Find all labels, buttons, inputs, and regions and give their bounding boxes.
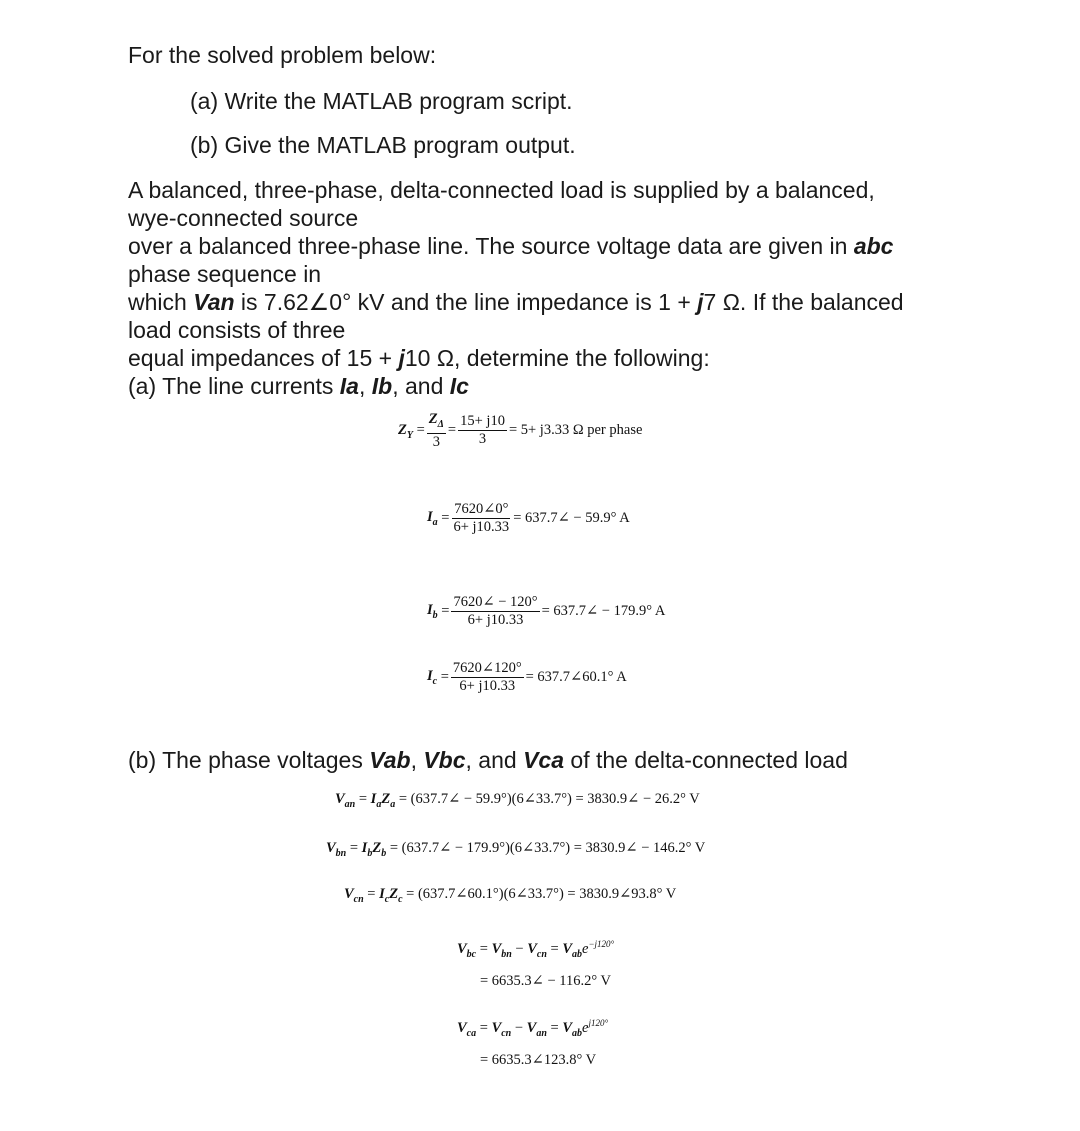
ib-lhs: $I_b$ [427,602,438,621]
problem-line-4: phase sequence in [128,261,322,287]
problem-line-7-end: 10 Ω, determine the following: [404,345,710,371]
ic-lhs: $I_c$ [427,668,438,687]
ia-lhs: $I_a$ [427,509,438,528]
ib-emphasis: Ib [371,373,393,399]
problem-line-1: A balanced, three-phase, delta-connected load is supplied by a balanced, [128,177,875,203]
ic-fraction: $\frac{7620\angle 120^\circ}{6+ j10.33}$ [452,660,522,694]
part-a-heading [128,372,469,400]
zy-fraction-2: $\frac{15+ j10}{3}$ [460,413,505,448]
zy-equation: $Z_Y$ = $\frac{Z_\Delta}{3}$ = $\frac{15+ j10}{3}$ = 5+ j3.33 Ω per phase [398,411,643,450]
problem-line-3-text: over a balanced three-phase line. The source voltage data are given in [128,233,854,259]
vbc-exponent: −j120° [588,939,615,949]
problem-line-2: wye-connected source [128,205,359,231]
part-b-heading [128,746,848,774]
ia-emphasis: Ia [339,373,359,399]
abc-emphasis: abc [853,233,894,259]
part-b-sep2: , and [465,747,524,773]
intro-text: For the solved problem below: [128,42,437,68]
problem-line-5 [128,288,904,316]
problem-line-7-text: equal impedances of 15 + [128,345,399,371]
ib-equation: $I_b$ = $\frac{7620\angle - 120^\circ}{6+ j10.33}$ = 637.7∠ − 179.9° A [427,594,666,628]
ib-result: = 637.7∠ − 179.9° A [541,603,666,619]
zy-fraction-1: $\frac{Z_\Delta}{3}$ [428,411,444,450]
vab-emphasis: Vab [369,747,411,773]
vbc-equation: $V_{bc} = V_{bn} - V_{cn} = V_{ab}e^{-j120^\circ}$ [457,939,615,960]
ic-emphasis: Ic [449,373,469,399]
ic-result: = 637.7∠60.1° A [525,669,627,685]
ia-fraction: $\frac{7620\angle 0^\circ}{6+ j10.33}$ [453,501,510,535]
problem-line-7 [128,344,710,372]
part-b-end: of the delta-connected load [564,747,848,773]
van-equation: $V_{an} = I_aZ_a$ = (637.7∠ − 59.9°)(6∠33.7°) = 3830.9∠ − 26.2° V [335,791,700,810]
problem-line-5-end: 7 Ω. If the balanced [703,289,904,315]
part-a-text: (a) The line currents [128,373,340,399]
van-emphasis: Van [193,289,235,315]
j-emphasis-2: j [398,345,405,371]
vca-emphasis: Vca [523,747,565,773]
problem-line-5-mid: is 7.62∠0° kV and the line impedance is 1 + [234,289,698,315]
vca-result: = 6635.3∠123.8° V [480,1052,597,1068]
vbn-result: = (637.7∠ − 179.9°)(6∠33.7°) = 3830.9∠ − 146.2° V [389,840,706,856]
j-emphasis: j [697,289,704,315]
problem-line-6: load consists of three [128,317,346,343]
part-b-sep1: , [410,747,424,773]
ia-result: = 637.7∠ − 59.9° A [513,510,630,526]
van-result: = (637.7∠ − 59.9°)(6∠33.7°) = 3830.9∠ − 26.2° V [398,791,700,807]
zy-result: = 5+ j3.33 Ω per phase [508,422,643,439]
part-b-text: (b) The phase voltages [128,747,370,773]
vcn-result: = (637.7∠60.1°)(6∠33.7°) = 3830.9∠93.8° V [406,886,677,902]
problem-line-3 [128,232,893,260]
vbn-equation: $V_{bn} = I_bZ_b$ = (637.7∠ − 179.9°)(6∠33.7°) = 3830.9∠ − 146.2° V [326,840,706,859]
vca-exponent: j120° [588,1018,609,1028]
part-a-sep1: , [358,373,372,399]
ia-equation: $I_a$ = $\frac{7620\angle 0^\circ}{6+ j10.33}$ = 637.7∠ − 59.9° A [427,501,630,535]
problem-line-5-text: which [128,289,194,315]
ic-equation: $I_c$ = $\frac{7620\angle 120^\circ}{6+ j10.33}$ = 637.7∠60.1° A [427,660,627,694]
task-b: (b) Give the MATLAB program output. [190,132,576,158]
part-a-sep2: , and [392,373,450,399]
ib-fraction: $\frac{7620\angle - 120^\circ}{6+ j10.33}$ [453,594,538,628]
zy-lhs: $Z_Y$ [398,421,413,441]
vcn-equation: $V_{cn} = I_cZ_c$ = (637.7∠60.1°)(6∠33.7°) = 3830.9∠93.8° V [344,886,677,905]
task-a: (a) Write the MATLAB program script. [190,88,573,114]
vbc-result: = 6635.3∠ − 116.2° V [480,973,611,989]
vca-equation: $V_{ca} = V_{cn} - V_{an} = V_{ab}e^{j120^\circ}$ [457,1018,609,1039]
vbc-emphasis: Vbc [423,747,466,773]
